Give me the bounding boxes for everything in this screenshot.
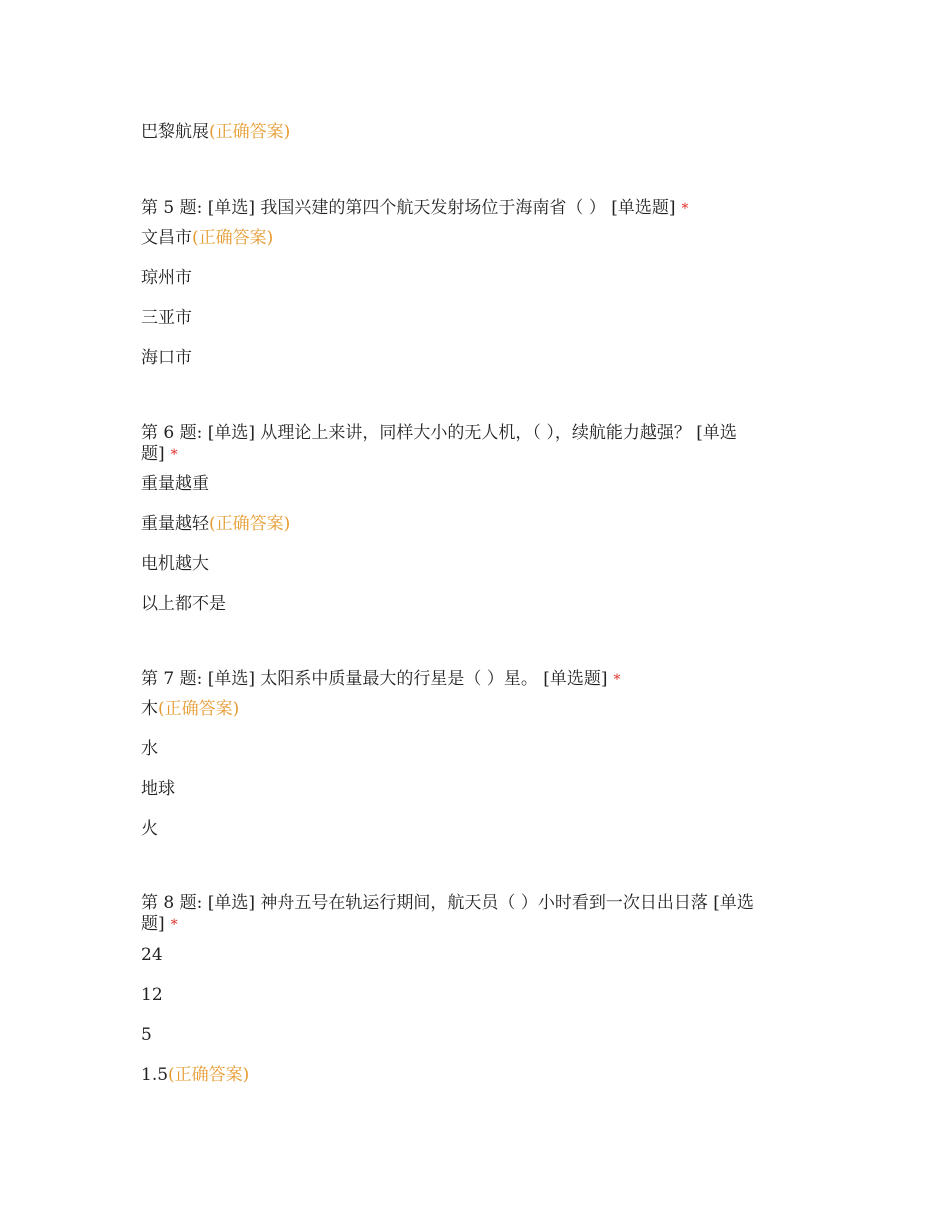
q5-option-4[interactable] [141, 348, 192, 368]
option-label: 琼州市 [141, 268, 192, 288]
q5-option-1[interactable] [141, 228, 273, 248]
question-6-title-line1 [141, 423, 737, 443]
option-label: 巴黎航展 [141, 122, 209, 142]
option-label: 以上都不是 [141, 594, 226, 614]
q8-option-4[interactable] [141, 1065, 249, 1085]
q6-option-4[interactable] [141, 594, 226, 614]
question-8-title-line2 [141, 914, 178, 935]
question-text: 第 8 题: [单选] 神舟五号在轨运行期间，航天员（ ）小时看到一次日出日落 [单选 [141, 893, 754, 913]
q7-option-2[interactable] [141, 739, 158, 759]
option-label: 5 [141, 1025, 152, 1045]
option-label: 1.5 [141, 1065, 169, 1085]
option-label: 重量越重 [141, 474, 209, 494]
correct-answer-tag: (正确答案) [168, 1065, 250, 1085]
question-7-title [141, 669, 621, 690]
option-label: 24 [141, 945, 163, 965]
option-label: 电机越大 [141, 554, 209, 574]
q6-option-2[interactable] [141, 514, 290, 534]
option-label: 12 [141, 985, 163, 1005]
required-mark: * [613, 672, 621, 688]
correct-answer-tag: (正确答案) [192, 228, 274, 248]
correct-answer-tag: (正确答案) [158, 699, 240, 719]
option-label: 火 [141, 819, 158, 839]
option-label: 文昌市 [141, 228, 192, 248]
q8-option-3[interactable] [141, 1025, 152, 1045]
option-label: 重量越轻 [141, 514, 209, 534]
q7-option-1[interactable] [141, 699, 239, 719]
correct-answer-tag: (正确答案) [209, 514, 291, 534]
question-text: 题] [141, 914, 165, 934]
option-prev-answer[interactable] [141, 122, 290, 142]
q5-option-2[interactable] [141, 268, 192, 288]
option-label: 地球 [141, 779, 175, 799]
q8-option-2[interactable] [141, 985, 163, 1005]
question-text: 第 5 题: [单选] 我国兴建的第四个航天发射场位于海南省（ ） [单选题] [141, 198, 676, 218]
question-text: 题] [141, 444, 165, 464]
q7-option-3[interactable] [141, 779, 175, 799]
question-6-title-line2 [141, 444, 178, 465]
question-text: 第 6 题: [单选] 从理论上来讲，同样大小的无人机，（ ），续航能力越强？ [单选 [141, 423, 737, 443]
required-mark: * [170, 917, 178, 933]
question-5-title [141, 198, 689, 219]
option-label: 水 [141, 739, 158, 759]
option-label: 三亚市 [141, 308, 192, 328]
q6-option-3[interactable] [141, 554, 209, 574]
option-label: 海口市 [141, 348, 192, 368]
q8-option-1[interactable] [141, 945, 163, 965]
q7-option-4[interactable] [141, 819, 158, 839]
q6-option-1[interactable] [141, 474, 209, 494]
question-8-title-line1 [141, 893, 754, 913]
required-mark: * [681, 201, 689, 217]
option-label: 木 [141, 699, 158, 719]
required-mark: * [170, 447, 178, 463]
correct-answer-tag: (正确答案) [209, 122, 291, 142]
q5-option-3[interactable] [141, 308, 192, 328]
question-text: 第 7 题: [单选] 太阳系中质量最大的行星是（ ）星。 [单选题] [141, 669, 608, 689]
